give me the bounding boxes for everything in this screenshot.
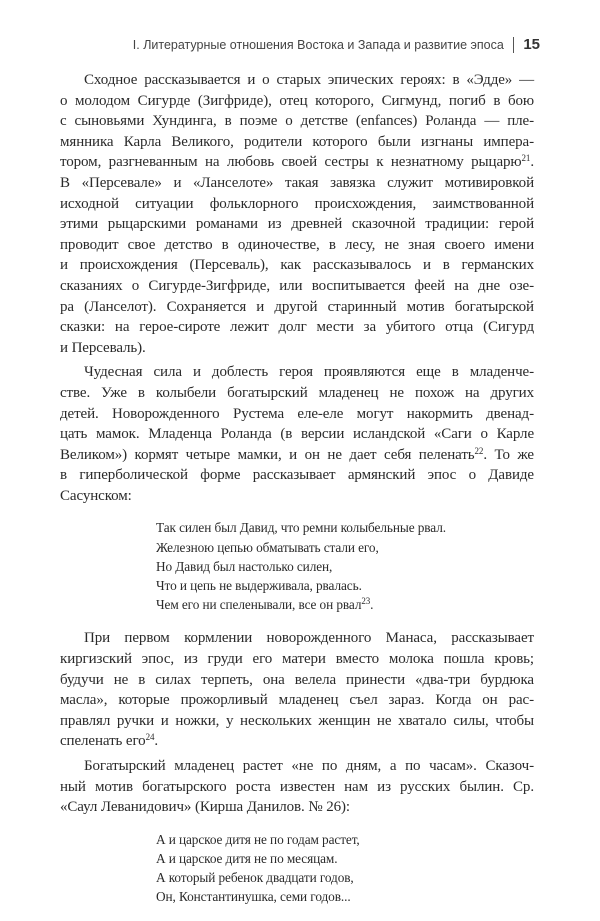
page-number: 15 (523, 36, 540, 53)
text-line: проводит свое детство в одиночестве, в лесу, не зная своего имени (60, 236, 534, 253)
text-line: Чудесная сила и доблесть героя проявляются еще в младенче- (84, 364, 534, 381)
text-line: исходной ситуации фольклорного происхождения, заимствованной (60, 195, 534, 212)
header-separator (513, 37, 515, 53)
text-line: и происхождения (Персеваль), как рассказывалось и в германских (60, 257, 534, 274)
text-line: о молодом Сигурде (Зигфриде), отец которого, Сигмунд, погиб в бою (60, 92, 534, 109)
text-line: и Персеваль). (60, 339, 146, 356)
verse-line: А и царское дитя не по месяцам. (156, 851, 338, 867)
verse-line: Что и цепь не выдерживала, рвалась. (156, 578, 362, 594)
paragraph-3 (60, 628, 534, 752)
text-line: спеленать его$^{24}$. (60, 732, 159, 750)
footnote-ref: 21 (521, 153, 531, 164)
text-line: правлял ручки и ножки, у нескольких женщин не хватало силы, чтобы (60, 712, 534, 729)
text-line: ра (Ланселот). Сохраняется и другой старинный мотив богатырской (60, 298, 534, 315)
text-line: стве. Уже в колыбели богатырский младенец не похож на других (60, 384, 534, 401)
text-line: При первом кормлении новорожденного Манаса, рассказывает (84, 630, 534, 647)
verse-quote-1 (60, 518, 534, 614)
running-head (133, 36, 540, 53)
verse-quote-2 (60, 830, 534, 907)
verse-line: А который ребенок двадцати годов, (156, 870, 354, 886)
verse-line: А и царское дитя не по годам растет, (156, 831, 360, 847)
paragraph-1 (60, 70, 534, 358)
paragraph-2 (60, 362, 534, 506)
text-line: с сыновьями Хундинга, в поэме о детстве (enfances) Роланда — пле- (60, 113, 534, 130)
text-line: «Саул Леванидович» (Кирша Данилов. № 26): (60, 799, 350, 816)
text-line: масла», которые прожорливый младенец съел зараз. Когда он рас- (60, 692, 534, 709)
text-line: Богатырский младенец растет «не по дням, а по часам». Сказоч- (84, 758, 534, 775)
text-line: ный мотив богатырского роста известен нам из русских былин. Ср. (60, 778, 534, 795)
text-line: будучи не в силах терпеть, она велела принести «два-три бурдюка (60, 671, 534, 688)
text-line: в гиперболической форме рассказывает армянский эпос о Давиде (60, 467, 534, 484)
text-line: цать мамок. Младенца Роланда (в версии исландской «Саги о Карле (60, 426, 534, 443)
footnote-ref: 24 (145, 732, 155, 743)
text-line: этими рыцарскими романами из древней сказочной традиции: герой (60, 216, 534, 233)
verse-line: Он, Константинушка, семи годов... (156, 889, 351, 905)
body-text (60, 70, 534, 921)
verse-line: Чем его ни спеленывали, все он рвал$^{23}$. (156, 596, 374, 613)
text-line: сказки: на герое-сироте лежит долг мести за убитого отца (Сигурд (60, 319, 534, 336)
footnote-ref: 23 (361, 596, 371, 607)
text-line: тором, разгневанным на любовь своей сестры к незнатному рыцарю$^{21}$. (60, 153, 534, 171)
text-line: сказаниях о Сигурде-Зигфриде, или воспитывается феей на дне озе- (60, 277, 534, 294)
text-line: Сходное рассказывается и о старых эпических героях: в «Эдде» — (84, 72, 534, 88)
text-line: В «Персевале» и «Ланселоте» такая завязка служит мотивировкой (60, 174, 534, 191)
text-line: Великом») кормят четыре мамки, и он не дает себя пеленать$^{22}$. То же (60, 445, 534, 463)
verse-line: Но Давид был настолько силен, (156, 558, 333, 574)
verse-line: Железною цепью обматывать стали его, (156, 539, 379, 555)
chapter-title: I. Литературные отношения Востока и Запада и развитие эпоса (132, 37, 504, 52)
text-line: детей. Новорожденного Рустема еле-еле могут накормить двенад- (60, 405, 534, 422)
text-line: мянника Карла Великого, родители которого были изгнаны импера- (60, 133, 534, 150)
paragraph-4 (60, 756, 534, 818)
verse-line: Так силен был Давид, что ремни колыбельные рвал. (156, 520, 446, 536)
text-line: Сасунском: (60, 487, 132, 504)
footnote-ref: 22 (474, 445, 484, 456)
text-line: киргизский эпос, из груди его матери вместо молока пошла кровь; (60, 651, 534, 668)
